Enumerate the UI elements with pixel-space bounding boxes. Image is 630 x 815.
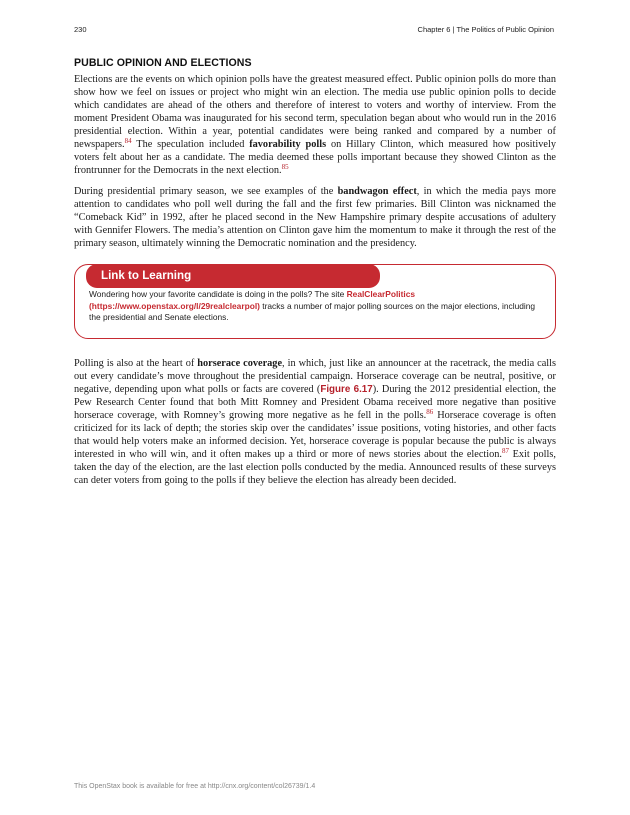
chapter-running-header: Chapter 6 | The Politics of Public Opinion <box>417 25 554 34</box>
paragraph-text: , in which the media pays more attention to candidates who poll well during the fall and the first few primaries. Bill Clinton was nicknamed the “Comeback Kid” in 1992, after he placed second in the New Hampshire primary despite accusations of adultery with Gennifer Flowers. The media’s attention on Clinton gave him the momentum to make it through the rest of the primary season, ultimately winning the Democratic nomination and the presidency. <box>74 186 556 249</box>
key-term-horserace-coverage: horserace coverage <box>197 357 283 369</box>
paragraph-text: on Hillary Clinton, which measured how positively voters felt about her as a candidate. The media deemed these polls important because they showed Clinton as the frontrunner for the Democrats in the next election. <box>74 139 556 176</box>
paragraph-bandwagon <box>74 185 556 250</box>
footnote-ref-85[interactable]: 85 <box>281 163 289 171</box>
footnote-ref-86[interactable]: 86 <box>426 407 434 416</box>
footnote-ref-84[interactable]: 84 <box>124 137 132 145</box>
paragraph-horserace <box>74 357 556 487</box>
footnote-ref-87[interactable]: 87 <box>501 446 509 455</box>
page-footer: This OpenStax book is available for free at http://cnx.org/content/col26739/1.4 <box>74 783 316 790</box>
figure-6-17-link[interactable]: Figure 6.17 <box>320 383 373 395</box>
callout-text: Wondering how your favorite candidate is doing in the polls? The site <box>89 289 347 299</box>
paragraph-text: During presidential primary season, we see examples of the <box>74 186 338 197</box>
link-to-learning-title: Link to Learning <box>86 264 380 288</box>
page-content <box>74 57 556 495</box>
key-term-bandwagon-effect: bandwagon effect <box>337 186 417 197</box>
link-to-learning-callout <box>74 264 556 339</box>
link-to-learning-text <box>89 289 539 324</box>
paragraph-text: Horserace coverage is often criticized for its lack of depth; the stories skip over the candidates’ issue positions, voting histories, and other facts that would help voters make an informed decision. Yet, horserace coverage is popular because the public is always interested in who will win, and it often makes up a third or more of news stories about the election. <box>74 409 556 460</box>
paragraph-text: Exit polls, taken the day of the election, are the last election polls conducted by the media. Announced results of these surveys can deter voters from going to the polls if they believe the election has already been decided. <box>74 448 556 486</box>
paragraph-text: ). During the 2012 presidential election, the Pew Research Center found that both Mitt Romney and President Obama received more negative than positive horserace coverage, with Romney’s growing more negative as he fell in the polls. <box>74 383 557 421</box>
section-heading: PUBLIC OPINION AND ELECTIONS <box>74 57 252 69</box>
key-term-favorability-polls: favorability polls <box>249 139 327 150</box>
callout-text: tracks a number of major polling sources on the major elections, including the presidential and Senate elections. <box>89 300 536 323</box>
page-number: 230 <box>74 25 87 34</box>
paragraph-elections <box>74 73 556 177</box>
paragraph-text: , in which, just like an announcer at the racetrack, the media calls out every candidate’s move throughout the presidential campaign. Horserace coverage can be neutral, positive, or negative, depending upon what polls or facts are covered ( <box>74 357 556 395</box>
paragraph-text: The speculation included <box>131 139 250 150</box>
realclearpolitics-link[interactable]: RealClearPolitics (https://www.openstax.org/l/29realclearpol) <box>89 289 416 311</box>
paragraph-text: Polling is also at the heart of <box>74 357 198 369</box>
paragraph-text: Elections are the events on which opinion polls have the greatest measured effect. Public opinion polls do more than show how we feel on issues or project who might win an election. The media use public opinion polls to decide which candidates are ahead of the others and therefore of interest to voters and worthy of interview. From the moment President Obama was inaugurated for his second term, speculation began about who would run in the 2016 presidential election. Within a year, potential candidates were being ranked and compared by a number of newspapers. <box>74 74 556 150</box>
